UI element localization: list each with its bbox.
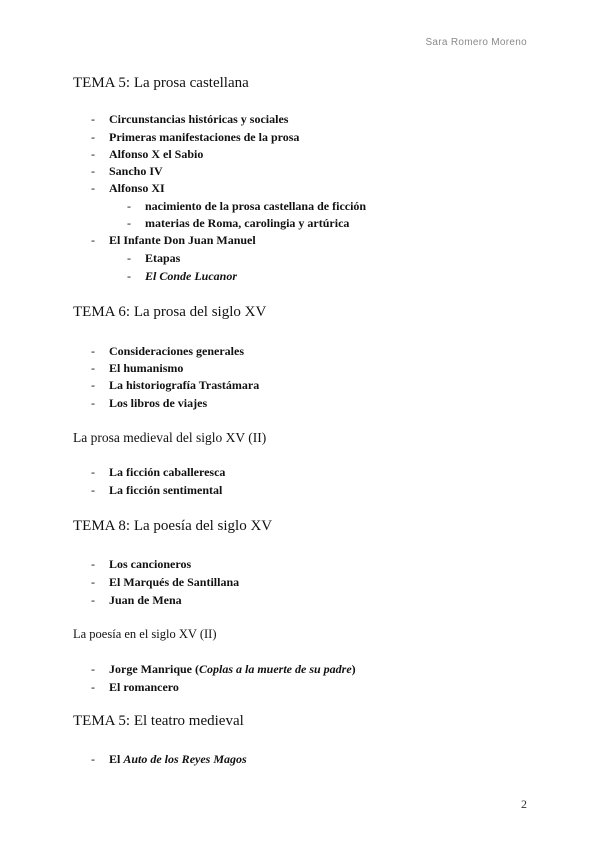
section-title-tema6: TEMA 6: La prosa del siglo XV	[73, 304, 267, 320]
bullet-dash: -	[91, 557, 95, 571]
bullet-dash: -	[91, 130, 95, 144]
bullet-dash: -	[91, 396, 95, 410]
bullet-dash: -	[127, 216, 131, 230]
bullet-dash: -	[91, 593, 95, 607]
text-part: )	[351, 662, 356, 676]
bullet-dash: -	[127, 199, 131, 213]
bullet-dash: -	[91, 181, 95, 195]
list-item-text: Consideraciones generales	[109, 344, 244, 358]
bullet-dash: -	[91, 680, 95, 694]
list-item-text: Primeras manifestaciones de la prosa	[109, 130, 300, 144]
bullet-dash: -	[91, 752, 95, 766]
bullet-dash: -	[127, 251, 131, 265]
work-title: Auto de los Reyes Magos	[123, 752, 247, 766]
bullet-dash: -	[91, 361, 95, 375]
list-item-text: El Infante Don Juan Manuel	[109, 233, 256, 247]
bullet-dash: -	[91, 112, 95, 126]
bullet-dash: -	[91, 233, 95, 247]
page-number: 2	[521, 797, 527, 811]
section-title-prosa-ii: La prosa medieval del siglo XV (II)	[73, 430, 267, 445]
list-item-text: El Conde Lucanor	[145, 269, 238, 283]
text-part: Jorge Manrique (	[109, 662, 199, 676]
list-item-text: La historiografía Trastámara	[109, 378, 260, 392]
list-item-text: El humanismo	[109, 361, 184, 375]
list-item-text: La ficción caballeresca	[109, 465, 226, 479]
list-item-text: Etapas	[145, 251, 181, 265]
list-item-text	[109, 752, 247, 767]
list-item-text: Los cancioneros	[109, 557, 192, 571]
bullet-dash: -	[91, 465, 95, 479]
work-title: Coplas a la muerte de su padre	[198, 662, 352, 676]
section-title-teatro: TEMA 5: El teatro medieval	[73, 713, 244, 729]
bullet-dash: -	[91, 662, 95, 676]
section-title-tema5: TEMA 5: La prosa castellana	[73, 75, 249, 91]
list-item-text: Alfonso XI	[109, 181, 165, 195]
bullet-dash: -	[91, 164, 95, 178]
bullet-dash: -	[127, 269, 131, 283]
section-title-poesia-ii: La poesía en el siglo XV (II)	[73, 627, 217, 641]
list-item-text: Juan de Mena	[109, 593, 182, 607]
list-item-text: Los libros de viajes	[109, 396, 208, 410]
section-title-tema8: TEMA 8: La poesía del siglo XV	[73, 518, 273, 534]
text-part: El	[109, 752, 124, 766]
list-item-text: materias de Roma, carolingia y artúrica	[145, 216, 350, 230]
list-item-text: Circunstancias históricas y sociales	[109, 112, 289, 126]
bullet-dash: -	[91, 147, 95, 161]
bullet-dash: -	[91, 378, 95, 392]
list-item-text: El Marqués de Santillana	[109, 575, 240, 589]
list-item-text	[109, 662, 356, 677]
list-item-text: Alfonso X el Sabio	[109, 147, 204, 161]
list-item-text: La ficción sentimental	[109, 483, 223, 497]
list-item-text: Sancho IV	[109, 164, 163, 178]
list-item-text: El romancero	[109, 680, 179, 694]
bullet-dash: -	[91, 344, 95, 358]
list-item-text: nacimiento de la prosa castellana de ficción	[145, 199, 367, 213]
bullet-dash: -	[91, 575, 95, 589]
header-author: Sara Romero Moreno	[425, 37, 527, 48]
bullet-dash: -	[91, 483, 95, 497]
